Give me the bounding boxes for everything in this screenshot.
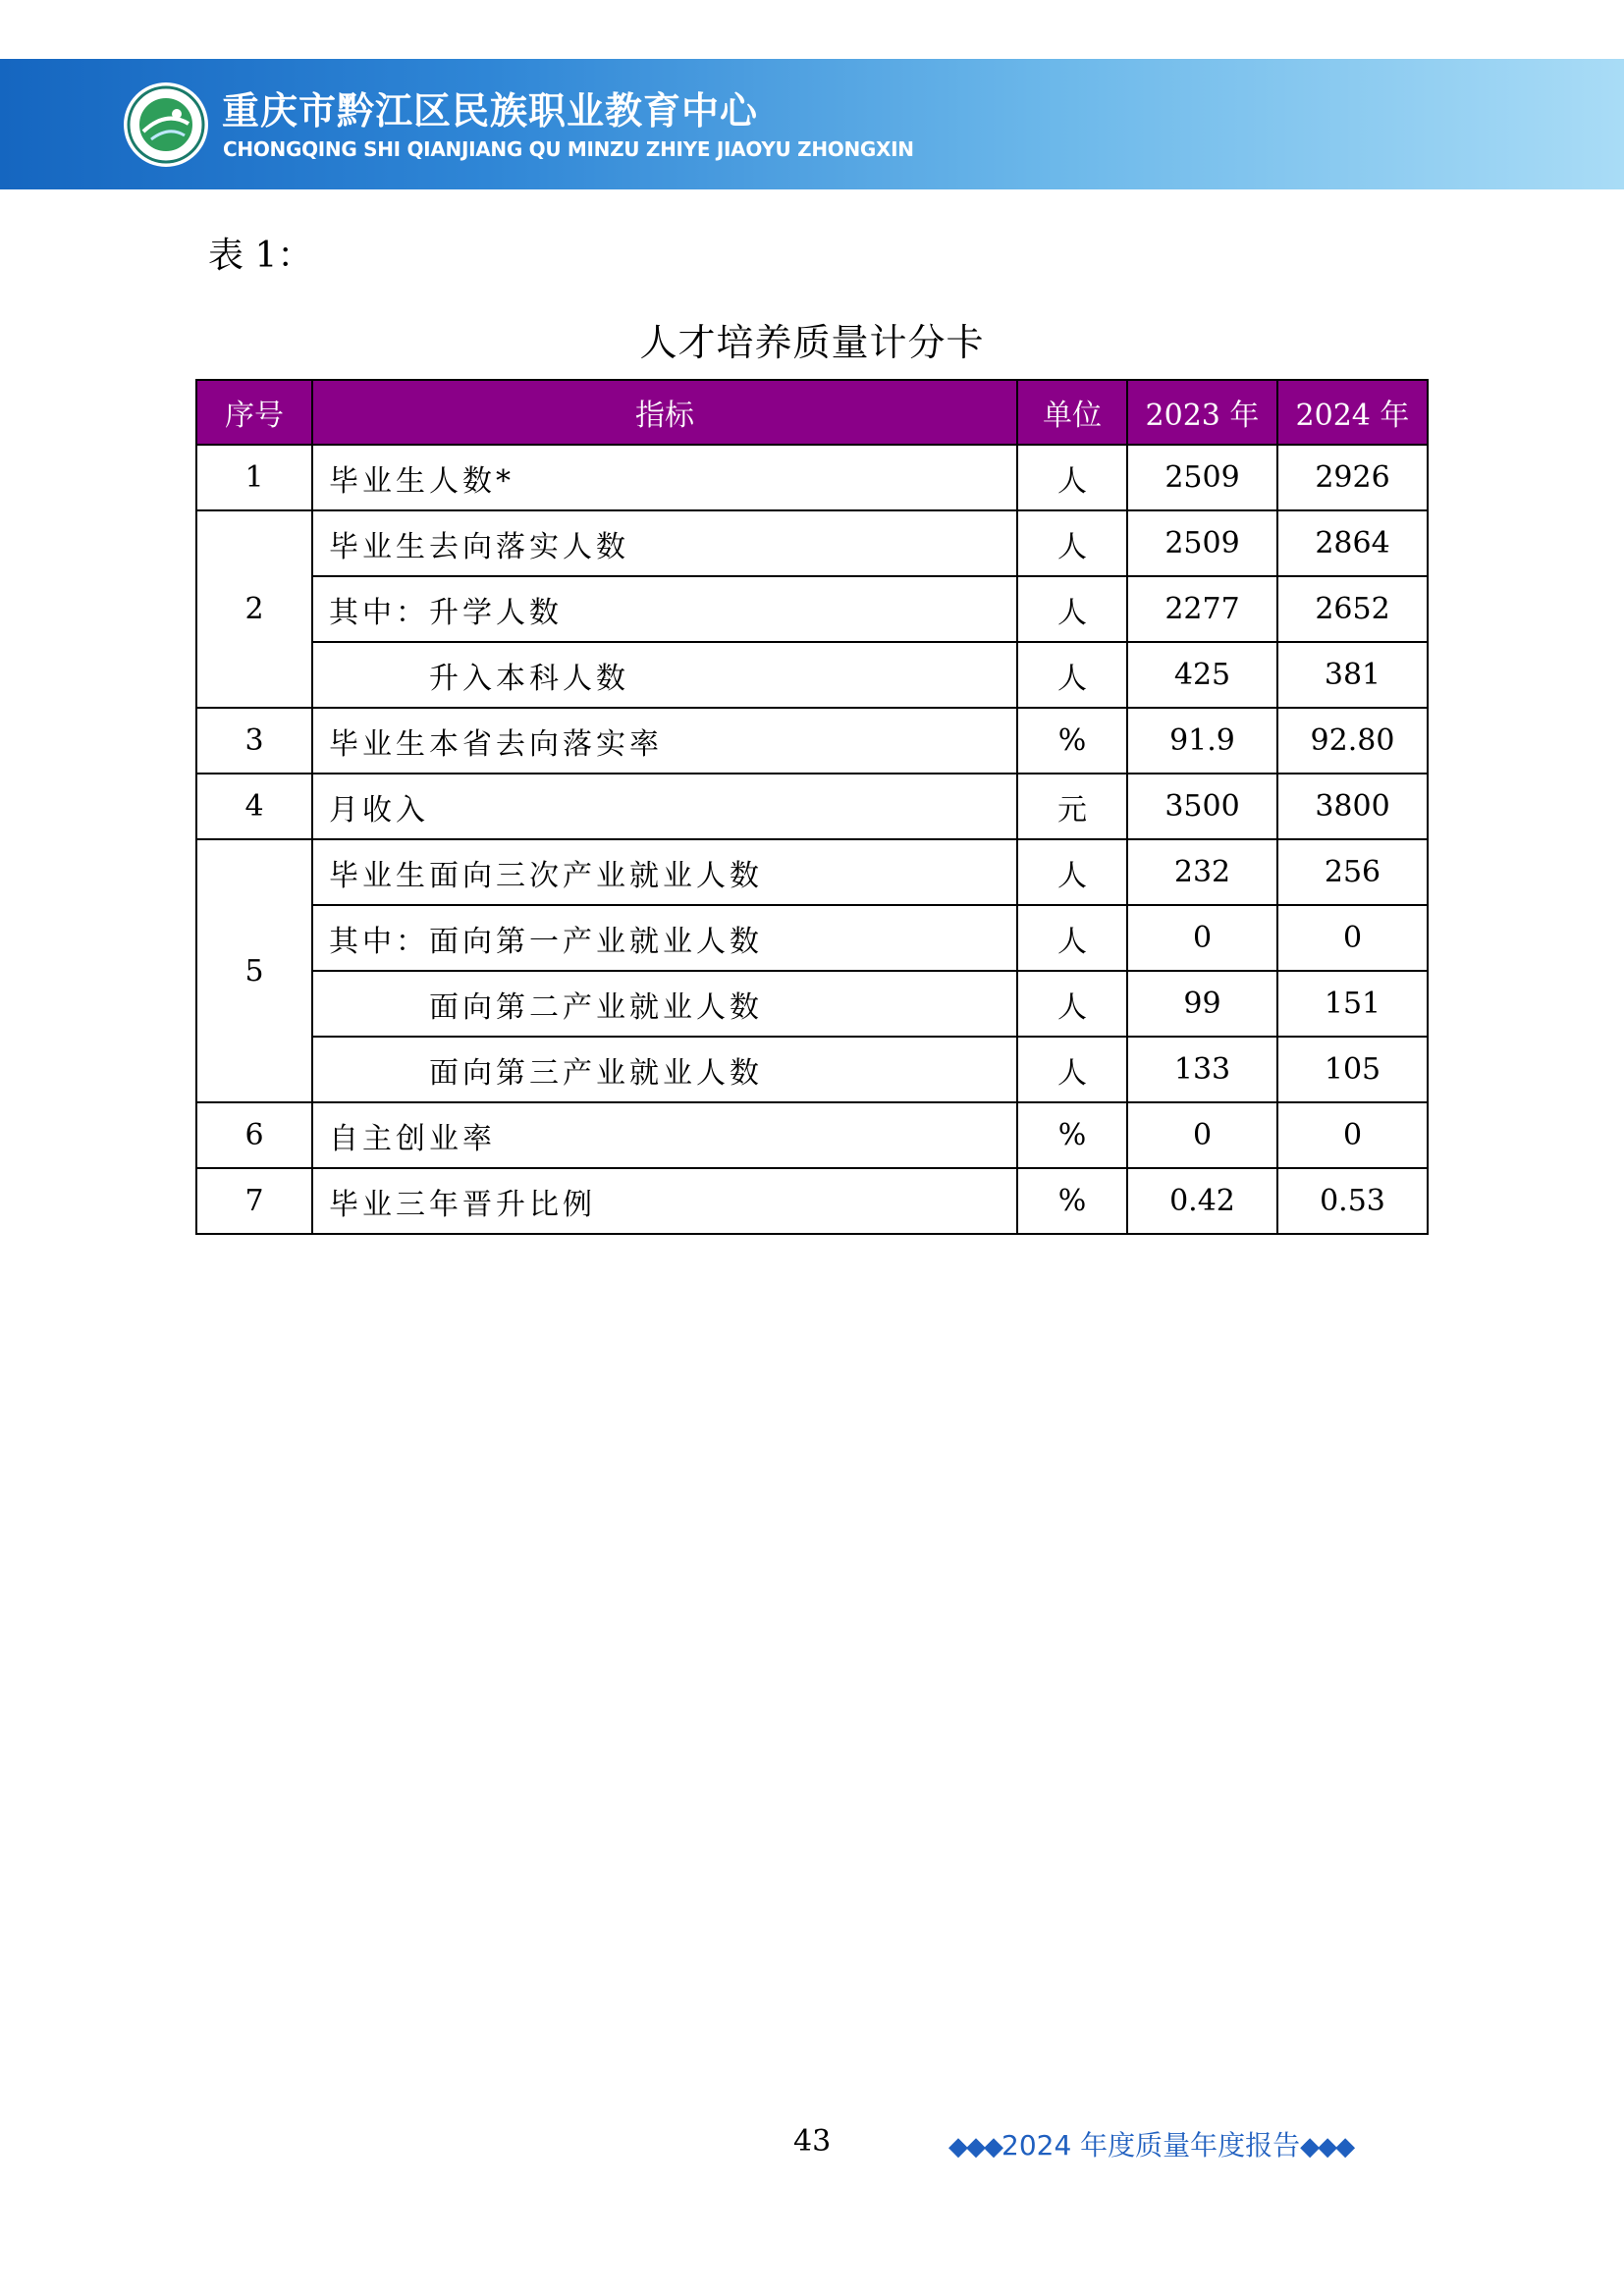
table-row [196, 774, 1428, 839]
table-row [196, 839, 1428, 905]
serial-number: 3 [196, 708, 312, 774]
indicator-cell: 自主创业率 [312, 1102, 1017, 1168]
serial-number: 6 [196, 1102, 312, 1168]
value-2023: 133 [1127, 1037, 1277, 1102]
value-2023: 3500 [1127, 774, 1277, 839]
value-2023: 0 [1127, 1102, 1277, 1168]
table-row [196, 642, 1428, 708]
value-2023: 0 [1127, 905, 1277, 971]
serial-number: 1 [196, 445, 312, 510]
value-2024: 105 [1277, 1037, 1428, 1102]
header-year-2023: 2023 年 [1127, 380, 1277, 445]
unit-cell: % [1017, 1102, 1127, 1168]
value-2023: 0.42 [1127, 1168, 1277, 1234]
value-2024: 2652 [1277, 576, 1428, 642]
indicator-cell: 毕业生去向落实人数 [312, 510, 1017, 576]
header-serial-number: 序号 [196, 380, 312, 445]
indicator-cell: 毕业生本省去向落实率 [312, 708, 1017, 774]
table-row [196, 510, 1428, 576]
diamond-right-icon: ◆◆◆ [1300, 2132, 1354, 2162]
unit-cell: 人 [1017, 905, 1127, 971]
value-2024: 92.80 [1277, 708, 1428, 774]
value-2023: 99 [1127, 971, 1277, 1037]
unit-cell: 元 [1017, 774, 1127, 839]
unit-cell: % [1017, 1168, 1127, 1234]
value-2023: 2509 [1127, 445, 1277, 510]
unit-cell: 人 [1017, 576, 1127, 642]
serial-number: 5 [196, 839, 312, 1102]
indicator-cell: 升入本科人数 [312, 642, 1017, 708]
unit-cell: 人 [1017, 971, 1127, 1037]
value-2024: 381 [1277, 642, 1428, 708]
indicator-cell: 面向第二产业就业人数 [312, 971, 1017, 1037]
report-title-text: 2024 年度质量年度报告 [1001, 2129, 1301, 2162]
value-2023: 91.9 [1127, 708, 1277, 774]
unit-cell: 人 [1017, 510, 1127, 576]
table-row [196, 576, 1428, 642]
header-banner [0, 59, 1624, 189]
table-row [196, 1102, 1428, 1168]
page-number: 43 [793, 2124, 832, 2159]
value-2024: 0.53 [1277, 1168, 1428, 1234]
value-2024: 3800 [1277, 774, 1428, 839]
header-year-2024: 2024 年 [1277, 380, 1428, 445]
indicator-cell: 其中：升学人数 [312, 576, 1017, 642]
footer-report-title [948, 2124, 1353, 2163]
serial-number: 4 [196, 774, 312, 839]
indicator-cell: 毕业生面向三次产业就业人数 [312, 839, 1017, 905]
header-unit: 单位 [1017, 380, 1127, 445]
table-row [196, 1168, 1428, 1234]
unit-cell: % [1017, 708, 1127, 774]
school-name-english: CHONGQING SHI QIANJIANG QU MINZU ZHIYE JIAOYU ZHONGXIN [223, 137, 914, 161]
unit-cell: 人 [1017, 445, 1127, 510]
table-label: 表 1： [208, 236, 313, 276]
value-2023: 2509 [1127, 510, 1277, 576]
serial-number: 2 [196, 510, 312, 708]
table-row [196, 905, 1428, 971]
unit-cell: 人 [1017, 1037, 1127, 1102]
table-header-row [196, 380, 1428, 445]
indicator-cell: 毕业生人数* [312, 445, 1017, 510]
value-2024: 2864 [1277, 510, 1428, 576]
value-2024: 151 [1277, 971, 1428, 1037]
value-2024: 0 [1277, 1102, 1428, 1168]
unit-cell: 人 [1017, 642, 1127, 708]
value-2023: 2277 [1127, 576, 1277, 642]
talent-quality-scorecard-table [195, 379, 1429, 1235]
school-logo-icon [122, 80, 210, 169]
header-indicator: 指标 [312, 380, 1017, 445]
school-name-chinese: 重庆市黔江区民族职业教育中心 [222, 89, 759, 133]
indicator-cell: 月收入 [312, 774, 1017, 839]
value-2024: 256 [1277, 839, 1428, 905]
value-2023: 425 [1127, 642, 1277, 708]
table-row [196, 445, 1428, 510]
value-2024: 2926 [1277, 445, 1428, 510]
indicator-cell: 面向第三产业就业人数 [312, 1037, 1017, 1102]
value-2023: 232 [1127, 839, 1277, 905]
value-2024: 0 [1277, 905, 1428, 971]
diamond-left-icon: ◆◆◆ [948, 2132, 1001, 2162]
table-row [196, 708, 1428, 774]
table-row [196, 971, 1428, 1037]
indicator-cell: 毕业三年晋升比例 [312, 1168, 1017, 1234]
table-row [196, 1037, 1428, 1102]
table-title: 人才培养质量计分卡 [639, 321, 985, 364]
serial-number: 7 [196, 1168, 312, 1234]
unit-cell: 人 [1017, 839, 1127, 905]
indicator-cell: 其中：面向第一产业就业人数 [312, 905, 1017, 971]
